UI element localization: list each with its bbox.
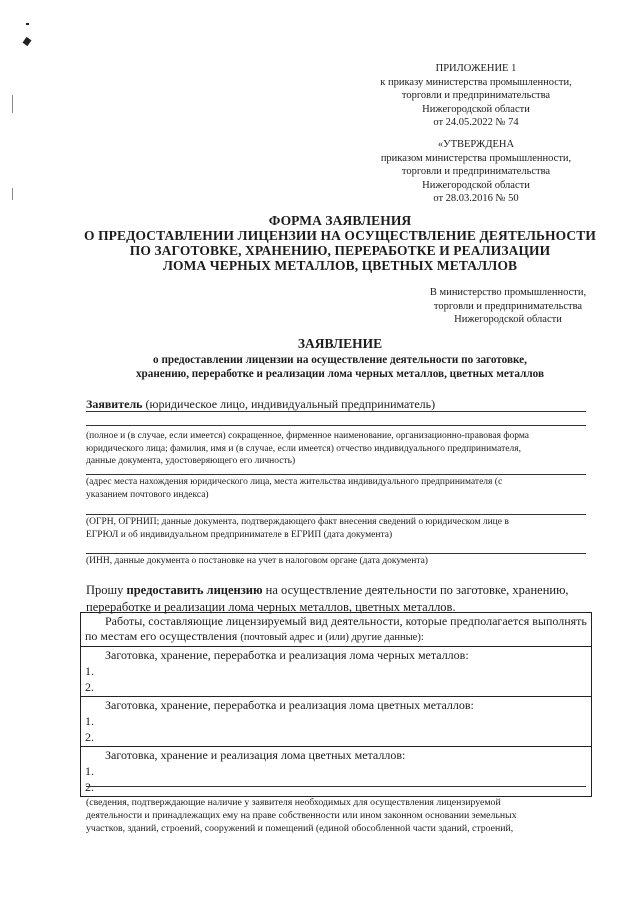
addressee-line: Нижегородской области	[454, 314, 562, 325]
approved-line: Нижегородской области	[422, 179, 530, 191]
caption-line: участков, зданий, строений, сооружений и помещений (единой обособленной части зданий, строений,	[86, 823, 514, 834]
approved-line: приказом министерства промышленности,	[380, 152, 572, 164]
request-line-1	[86, 582, 586, 599]
caption-line: юридического лица; фамилия, имя и (в случае, если имеется) отчество индивидуального предпринимателя,	[86, 443, 521, 454]
application-subtitle	[40, 353, 640, 381]
application-subtitle-line: хранению, переработке и реализации лома черных металлов, цветных металлов	[135, 368, 545, 380]
works-section-title: Заготовка, хранение, переработка и реализация лома черных металлов:	[105, 648, 469, 662]
appendix-title: ПРИЛОЖЕНИЕ 1	[435, 63, 517, 74]
works-section[interactable]	[81, 747, 592, 797]
approved-line: торговли и предпринимательства	[401, 166, 551, 177]
applicant-label-bold: Заявитель	[86, 397, 143, 411]
form-title-line: О ПРЕДОСТАВЛЕНИИ ЛИЦЕНЗИИ НА ОСУЩЕСТВЛЕНИЕ ДЕЯТЕЛЬНОСТИ	[84, 228, 596, 243]
works-section[interactable]	[81, 697, 592, 747]
scan-mark	[26, 23, 29, 25]
approved-block	[360, 138, 592, 206]
form-title-line: ЛОМА ЧЕРНЫХ МЕТАЛЛОВ, ЦВЕТНЫХ МЕТАЛЛОВ	[162, 258, 518, 273]
works-section-row[interactable]	[81, 647, 592, 697]
premises-field-caption	[86, 796, 576, 835]
application-title	[40, 336, 640, 352]
applicant-fill-line[interactable]	[86, 411, 586, 412]
caption-line: (ОГРН, ОГРНИП; данные документа, подтверждающего факт внесения сведений о юридическом лице в	[86, 517, 509, 527]
works-section-title: Заготовка, хранение и реализация лома цветных металлов:	[105, 748, 406, 762]
works-section[interactable]	[81, 647, 592, 697]
scan-mark	[12, 188, 13, 200]
request-text	[86, 582, 586, 616]
applicant-label	[86, 397, 435, 412]
caption-line: (адрес места нахождения юридического лица, места жительства индивидуального предпринимателя (с	[86, 477, 503, 487]
form-title-line: ПО ЗАГОТОВКЕ, ХРАНЕНИЮ, ПЕРЕРАБОТКЕ И РЕАЛИЗАЦИИ	[129, 243, 551, 258]
works-table-header	[81, 613, 592, 647]
caption-line: данные документа, удостоверяющего его личность)	[86, 456, 296, 466]
caption-line: деятельности и принадлежащих ему на праве собственности или ином законном основании земельных	[86, 810, 517, 821]
form-title-line: ФОРМА ЗАЯВЛЕНИЯ	[268, 213, 412, 228]
appendix-line: торговли и предпринимательства	[401, 90, 551, 101]
scan-mark	[23, 37, 32, 46]
works-item-number: 1.	[85, 714, 94, 728]
full-name-field-caption	[86, 430, 586, 468]
address-fill-line[interactable]	[86, 474, 586, 475]
works-item-number: 1.	[85, 664, 94, 678]
caption-line: (полное и (в случае, если имеется) сокращенное, фирменное наименование, организационно-правовая форма	[86, 431, 530, 441]
approved-title: «УТВЕРЖДЕНА	[437, 139, 515, 150]
application-subtitle-line: о предоставлении лицензии на осуществление деятельности по заготовке,	[153, 354, 527, 366]
works-header-main-text: Работы, составляющие лицензируемый вид деятельности, которые предполагается выполнять по местам его осуществления	[85, 614, 587, 643]
works-section-row[interactable]	[81, 697, 592, 747]
works-header-note: (почтовый адрес и (или) другие данные):	[240, 632, 424, 643]
caption-line: ЕГРЮЛ и об индивидуальном предпринимателе в ЕГРИП (дата документа)	[86, 529, 393, 540]
applicant-label-rest: (юридическое лицо, индивидуальный предприниматель)	[142, 397, 436, 411]
request-bold: предоставить лицензию	[126, 583, 263, 597]
appendix-line: к приказу министерства промышленности,	[380, 76, 572, 88]
approved-line: от 28.03.2016 № 50	[433, 193, 519, 204]
works-item-number: 2.	[85, 680, 94, 694]
works-section-row[interactable]	[81, 747, 592, 797]
works-section-title: Заготовка, хранение, переработка и реализация лома цветных металлов:	[105, 698, 474, 712]
premises-fill-line[interactable]	[86, 786, 586, 787]
application-title-text: ЗАЯВЛЕНИЕ	[297, 336, 383, 351]
addressee-line: торговли и предпринимательства	[433, 300, 583, 312]
works-header-main	[85, 614, 587, 645]
inn-field-caption: (ИНН, данные документа о постановке на учет в налоговом органе (дата документа)	[86, 556, 428, 566]
works-table-header-row	[81, 613, 592, 647]
request-post: на осуществление деятельности по заготовке, хранению,	[262, 583, 569, 597]
works-table	[80, 612, 592, 797]
works-item-number: 2.	[85, 730, 94, 744]
addressee-block	[410, 286, 606, 327]
form-title	[40, 213, 640, 273]
appendix-block	[360, 62, 592, 130]
ogrn-field-caption	[86, 516, 586, 541]
ogrn-fill-line[interactable]	[86, 514, 586, 515]
caption-line: (сведения, подтверждающие наличие у заявителя необходимых для осуществления лицензируемой	[86, 797, 501, 808]
request-line-2: переработке и реализации лома черных металлов, цветных металлов.	[86, 600, 456, 614]
caption-line: указанием почтового индекса)	[86, 489, 209, 500]
addressee-line: В министерство промышленности,	[429, 287, 587, 298]
works-item-number: 1.	[85, 764, 94, 778]
scan-mark	[12, 95, 13, 113]
appendix-line: от 24.05.2022 № 74	[433, 117, 519, 128]
applicant-fill-line-2[interactable]	[86, 425, 586, 426]
address-field-caption	[86, 476, 586, 501]
inn-fill-line[interactable]	[86, 553, 586, 554]
request-pre: Прошу	[86, 583, 127, 597]
works-item-number: 2.	[85, 780, 94, 794]
appendix-line: Нижегородской области	[422, 103, 530, 115]
